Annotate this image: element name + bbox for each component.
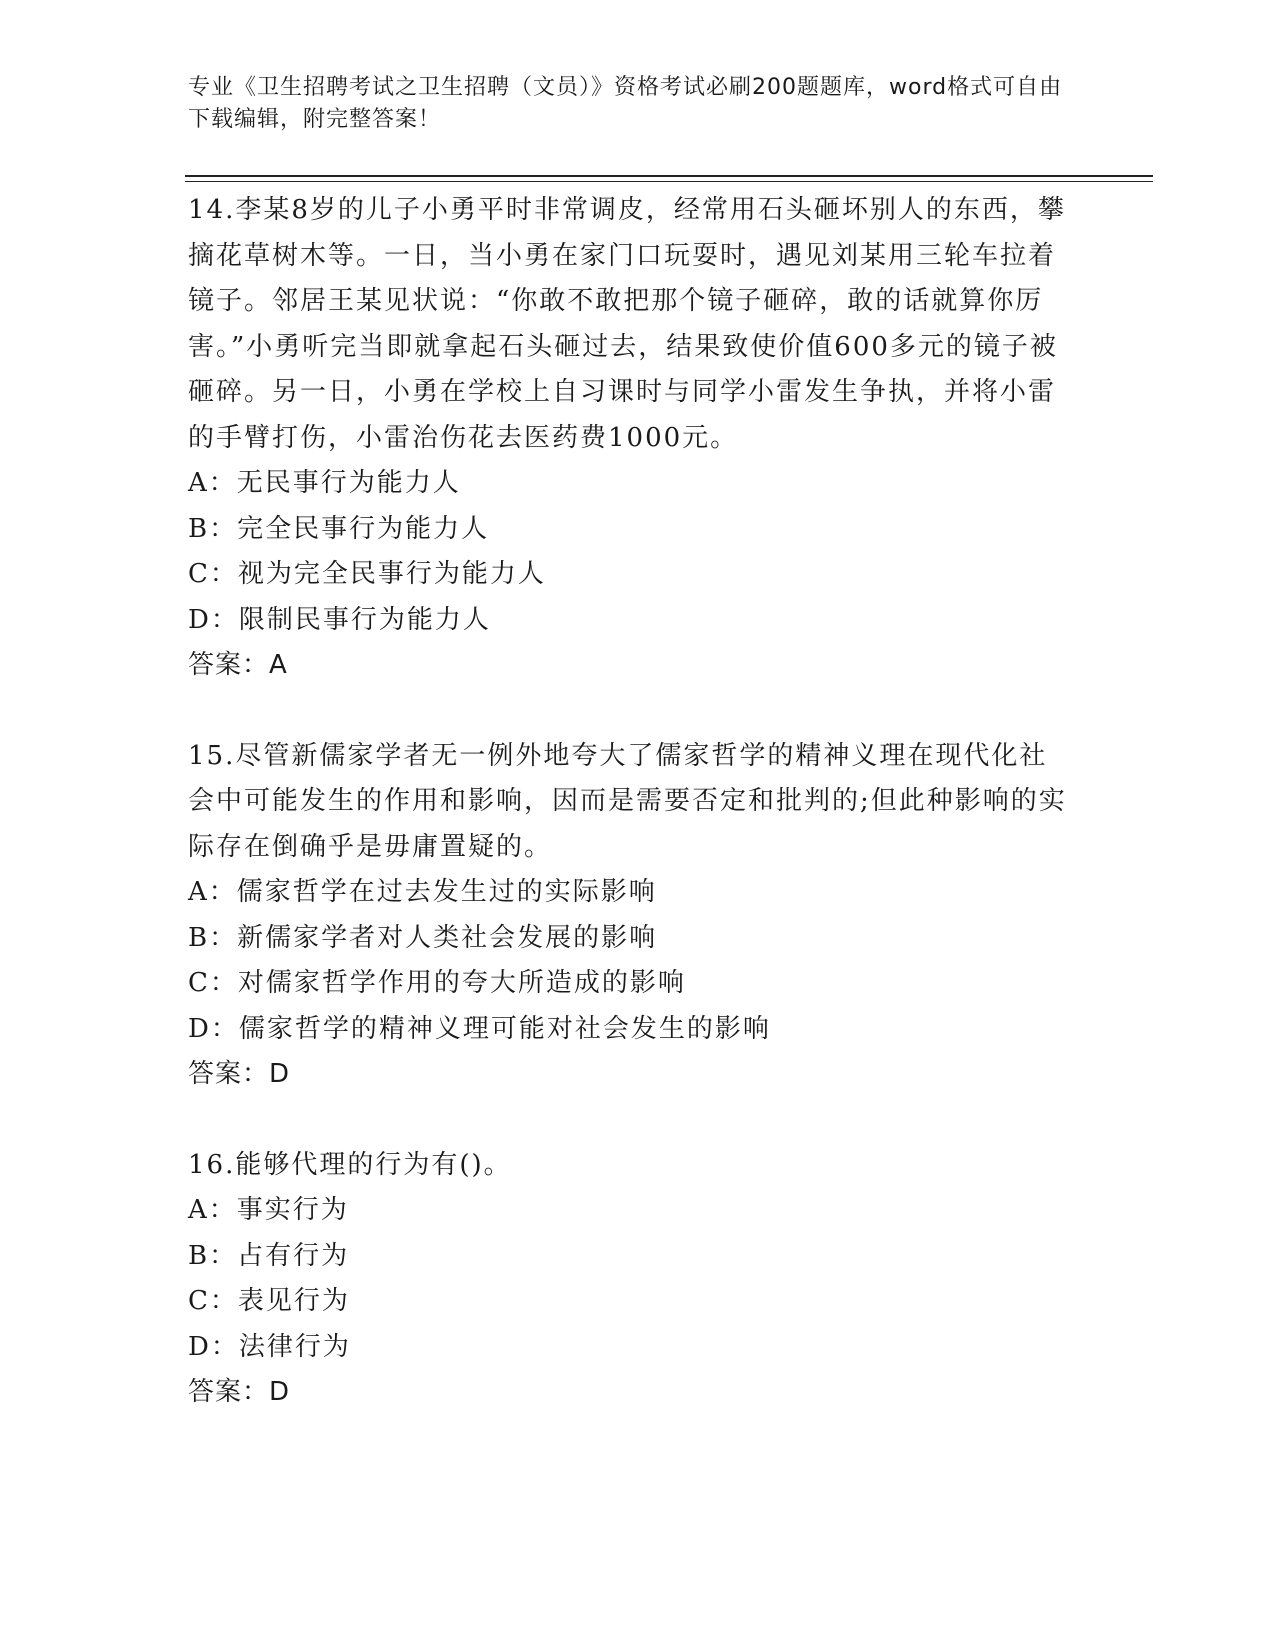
option-c: C：表见行为 [188,1286,350,1316]
option-b: B：占有行为 [188,1240,350,1271]
option-b: B：新儒家学者对人类社会发展的影响 [188,922,658,953]
option-a: A：无民事行为能力人 [188,468,461,498]
header-divider-thin [185,181,1153,182]
option-c: C：视为完全民事行为能力人 [188,559,546,589]
option-d: D：法律行为 [188,1331,351,1362]
answer-line: 答案：D [188,1059,291,1089]
answer-line: 答案：A [188,650,288,680]
question-stem: 16.能够代理的行为有()。 [188,1149,512,1180]
question-15 [188,734,1073,1098]
header-divider-thick [185,175,1153,177]
option-d: D：限制民事行为能力人 [188,604,491,635]
option-a: A：儒家哲学在过去发生过的实际影响 [188,877,657,907]
document-header [188,72,1068,136]
question-14 [188,188,1073,689]
question-stem: 15.尽管新儒家学者无一例外地夸大了儒家哲学的精神义理在现代化社会中可能发生的作用和影响，因而是需要否定和批判的;但此种影响的实际存在倒确乎是毋庸置疑的。 [188,740,1067,862]
question-stem: 14.李某8岁的儿子小勇平时非常调皮，经常用石头砸坏别人的东西，攀摘花草树木等。一日，当小勇在家门口玩耍时，遇见刘某用三轮车拉着镜子。邻居王某见状说：“你敢不敢把那个镜子砸碎，敢的话就算你厉害。”小勇听完当即就拿起石头砸过去，结果致使价值600多元的镜子被砸碎。另一日，小勇在学校上自习课时与同学小雷发生争执，并将小雷的手臂打伤，小雷治伤花去医药费1000元。 [188,195,1066,453]
question-list [188,188,1073,1416]
option-b: B：完全民事行为能力人 [188,513,490,544]
option-d: D：儒家哲学的精神义理可能对社会发生的影响 [188,1013,771,1044]
question-16 [188,1143,1073,1416]
option-c: C：对儒家哲学作用的夸大所造成的影响 [188,968,686,998]
answer-line: 答案：D [188,1377,291,1407]
header-text: 专业《卫生招聘考试之卫生招聘（文员）》资格考试必刷200题题库，word格式可自由下载编辑，附完整答案！ [188,75,1063,132]
option-a: A：事实行为 [188,1195,349,1225]
